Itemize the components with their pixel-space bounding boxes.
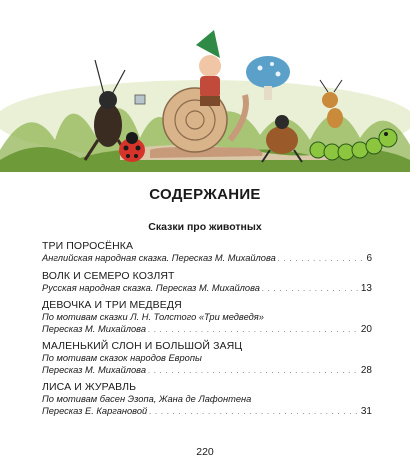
entry-title: МАЛЕНЬКИЙ СЛОН И БОЛЬШОЙ ЗАЯЦ xyxy=(42,340,243,352)
dot-leader xyxy=(262,283,359,296)
toc-entry xyxy=(42,240,372,266)
dot-leader xyxy=(278,253,365,266)
entry-line xyxy=(42,365,372,378)
entry-line xyxy=(42,324,372,337)
entry-reteller: Пересказ Е. Каргановой xyxy=(42,405,148,416)
entry-subtitle: По мотивам сказки Л. Н. Толстого «Три медведя» xyxy=(42,312,264,322)
illustration-svg xyxy=(0,0,410,172)
entry-subtitle: По мотивам сказок народов Европы xyxy=(42,353,202,363)
dot-leader xyxy=(148,324,359,337)
table-of-contents xyxy=(42,240,372,422)
entry-reteller: Пересказ М. Михайлова xyxy=(42,323,146,334)
entry-subtitle: По мотивам басен Эзопа, Жана де Лафонтена xyxy=(42,394,252,404)
toc-entry xyxy=(42,381,372,418)
entry-line xyxy=(42,394,372,406)
entry-title: ВОЛК И СЕМЕРО КОЗЛЯТ xyxy=(42,269,175,282)
entry-page: 13 xyxy=(360,282,372,294)
entry-title: ТРИ ПОРОСЁНКА xyxy=(42,240,134,252)
entry-line xyxy=(42,406,372,419)
toc-entry xyxy=(42,299,372,336)
entry-page: 20 xyxy=(360,323,372,335)
entry-line xyxy=(42,353,372,365)
entry-line xyxy=(42,283,372,296)
entry-subtitle: Английская народная сказка. Пересказ М. Михайлова xyxy=(42,253,276,263)
page-number: 220 xyxy=(196,446,214,458)
entry-line xyxy=(42,312,372,324)
toc-entry xyxy=(42,270,372,296)
page-title: СОДЕРЖАНИЕ xyxy=(149,186,261,203)
entry-page: 31 xyxy=(360,405,372,417)
entry-title: ДЕВОЧКА И ТРИ МЕДВЕДЯ xyxy=(42,299,182,311)
header-illustration xyxy=(0,0,410,172)
entry-page: 6 xyxy=(366,253,372,264)
entry-reteller: Пересказ М. Михайлова xyxy=(42,364,146,375)
entry-subtitle: Русская народная сказка. Пересказ М. Михайлова xyxy=(42,282,260,293)
dot-leader xyxy=(148,365,359,378)
toc-entry xyxy=(42,340,372,377)
section-title: Сказки про животных xyxy=(148,221,262,233)
entry-line xyxy=(42,253,372,266)
dot-leader xyxy=(149,406,359,419)
entry-page: 28 xyxy=(360,364,372,376)
entry-title: ЛИСА И ЖУРАВЛЬ xyxy=(42,381,137,393)
